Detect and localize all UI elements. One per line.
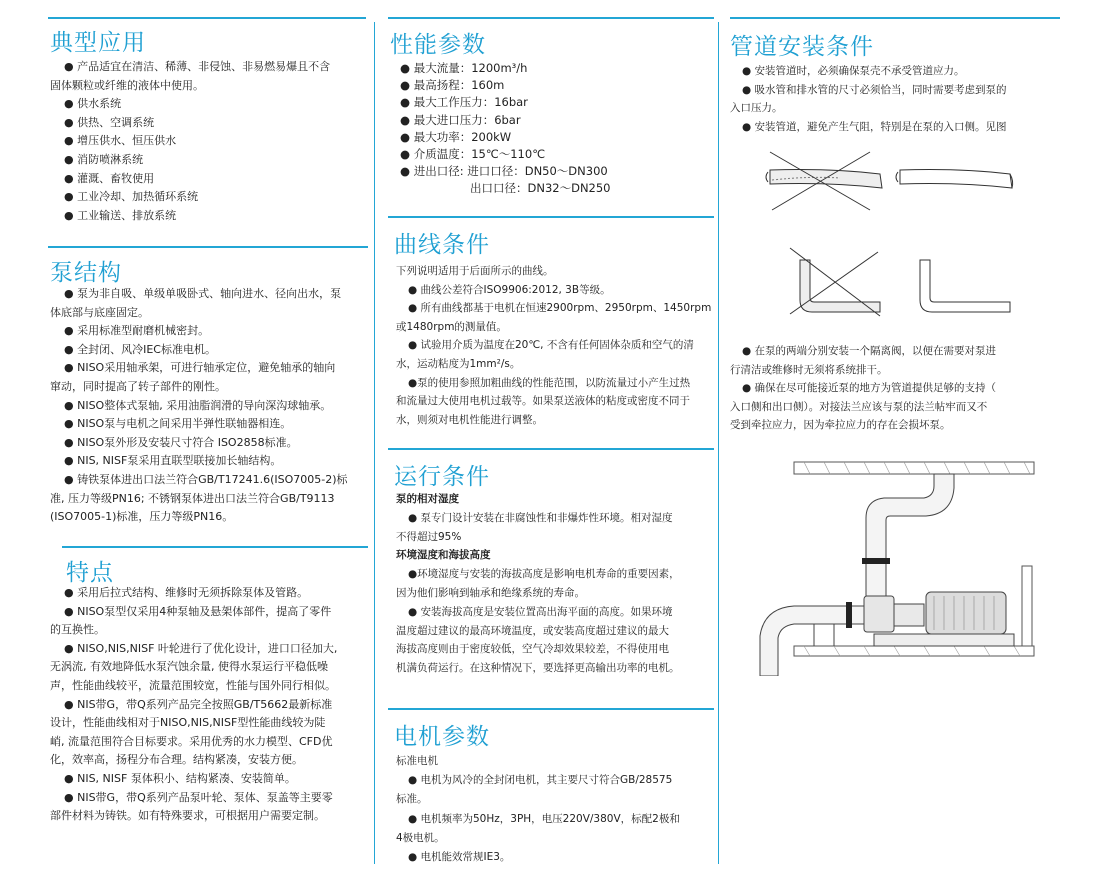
text-line: (ISO7005-1)标准，压力等级PN16。 [50,510,234,524]
divider [388,448,714,450]
section-title-features: 特点 [66,560,114,586]
text-line: ● 最大工作压力：16bar [400,95,528,110]
text-line: 固体颗粒或纤维的液体中使用。 [50,78,204,92]
text-line: ● 增压供水、恒压供水 [64,134,177,148]
text-line: ● NIS带G，带Q系列产品完全按照GB/T5662最新标准 [64,697,333,711]
text-line: ● 供热、空调系统 [64,115,155,129]
text-line: ● 最大流量：1200m³/h [400,61,528,75]
pump-casing [864,596,894,632]
subheading: 泵的相对湿度 [396,493,459,505]
text-line: 体底部与底座固定。 [50,305,149,319]
bearing-frame [894,604,924,626]
text-line: ● 最大进口压力：6bar [400,112,521,127]
text-line: 入口侧和出口侧）。对接法兰应该与泵的法兰帖牢而又不 [730,400,988,413]
curve-conditions-text [396,262,720,429]
motor-parameters-text [396,752,720,867]
isolation-valve [862,558,890,564]
column-2 [376,0,718,886]
text-line: ● 电机能效常规IE3。 [408,851,511,864]
applications-text [50,58,374,225]
text-line: ● NIS带G，带Q系列产品泵叶轮、泵体、泵盖等主要零 [64,790,333,804]
column-3 [720,0,1098,886]
text-line: 和流量过大使用电机过载等。如果泵送液体的粘度或密度不同于 [396,395,690,408]
section-title-curve-conditions: 曲线条件 [394,232,490,258]
text-line: 部件材料为铸铁。如有特殊要求，可根据用户需要定制。 [50,809,325,823]
text-line: ● 泵专门设计安装在非腐蚀性和非爆炸性环境。相对湿度 [408,511,673,524]
text-line: 4极电机。 [396,831,445,844]
ceiling-slab [794,462,1034,474]
text-line: 标准电机 [396,755,438,767]
text-line: 化，效率高，扬程分布合理。结构紧凑，安装方便。 [50,753,303,767]
text-line: ● 工业冷却、加热循环系统 [64,190,199,204]
text-line: ● 最高扬程：160m [400,78,505,93]
section-title-structure: 泵结构 [50,260,122,286]
text-line: ● 确保在尽可能接近泵的地方为管道提供足够的支持（ [742,382,996,395]
divider [730,17,1060,19]
text-line: 窜动，同时提高了转子部件的刚性。 [50,379,226,393]
text-line: 下列说明适用于后面所示的曲线。 [396,265,554,277]
wrong-straight-pipe-icon [766,152,882,210]
text-line: 标准。 [396,793,428,806]
text-line: 不得超过95% [396,530,462,543]
text-line: 无涡流, 有效地降低水泵汽蚀余量, 使得水泵运行平稳低噪 [50,660,328,674]
section-title-applications: 典型应用 [50,30,146,56]
text-line: ● 工业输送、排放系统 [64,208,177,222]
text-line: ● NISO,NIS,NISF 叶轮进行了优化设计，进口口径加大, [64,641,338,655]
wrong-elbow-pipe-icon [790,248,880,316]
text-line: ● 安装管道，避免产生气阻，特别是在泵的入口侧。见图 [742,120,1007,133]
text-line: 的互换性。 [50,623,105,637]
text-line: 准, 压力等级PN16; 不锈钢泵体进出口法兰符合GB/T9113 [50,491,335,505]
text-line: ● 产品适宜在清洁、稀薄、非侵蚀、非易燃易爆且不含 [64,60,331,73]
text-line: ● 全封闭、风冷IEC标准电机。 [64,342,216,356]
section-title-performance: 性能参数 [390,32,486,58]
column-separator [718,22,719,864]
text-line: 水，则须对电机性能进行调整。 [396,413,543,426]
text-line: 温度超过建议的最高环境温度，或安装高度超过建议的最大 [396,624,669,637]
section-title-motor-parameters: 电机参数 [394,724,490,750]
pipe-installation-text-2 [730,342,1060,435]
pump-installation-diagram [754,456,1054,676]
text-line: ●环境湿度与安装的海拔高度是影响电机寿命的重要因素， [408,568,680,581]
text-line: ● NISO泵外形及安装尺寸符合 ISO2858标准。 [64,435,298,449]
pump-base [874,634,1014,646]
text-line: 机满负荷运行。在这种情况下，要选择更高输出功率的电机。 [396,662,680,675]
text-line: ● 安装管道时，必须确保泵壳不承受管道应力。 [742,65,965,77]
text-line: ● 消防喷淋系统 [64,152,144,166]
wall [1022,566,1032,646]
text-line: ● NIS, NISF 泵体积小、结构紧凑、安装简单。 [64,771,296,785]
text-line: ● NISO整体式泵轴, 采用油脂润滑的导向深沟球轴承。 [64,398,332,412]
divider [62,546,368,548]
text-line: ● 吸水管和排水管的尺寸必须恰当，同时需要考虑到泵的 [742,83,1007,96]
text-line: ● 灌溉、畜牧使用 [64,171,155,185]
pipe-installation-text-1 [730,62,1060,136]
text-line: ● 所有曲线都基于电机在恒速2900rpm、2950rpm、1450rpm [408,302,712,315]
text-line: 设计，性能曲线相对于NISO,NIS,NISF型性能曲线较为陡 [50,716,326,730]
text-line: 受到牵拉应力，因为牵拉应力的存在会损坏泵。 [730,419,951,432]
text-line: ● NISO泵型仅采用4种泵轴及悬架体部件，提高了零件 [64,604,332,618]
text-line: 因为他们影响到轴承和绝缘系统的寿命。 [396,586,585,599]
divider [388,216,714,218]
text-line: 或1480rpm的测量值。 [396,320,507,333]
text-line: ● NIS, NISF泵采用直联型联接加长轴结构。 [64,454,282,468]
features-text [50,584,374,826]
text-line: 行清洁或维修时无须将系统排干。 [730,363,888,376]
text-line: ● 在泵的两端分别安装一个隔离阀，以便在需要对泵进 [742,345,996,357]
text-line: ● 采用后拉式结构、维修时无须拆除泵体及管路。 [64,586,309,599]
text-line: ● NISO泵与电机之间采用半弹性联轴器相连。 [64,417,292,431]
text-line: ● 泵为非自吸、单级单吸卧式、轴向进水、径向出水，泵 [64,287,342,300]
text-line: ● 介质温度：15℃～110℃ [400,147,546,162]
text-line: 入口压力。 [730,102,783,115]
text-line: ●泵的使用参照加粗曲线的性能范围，以防流量过小产生过热 [408,376,691,389]
divider [388,17,714,19]
divider [388,708,714,710]
text-line: ● 安装海拔高度是安装位置高出海平面的高度。如果环境 [408,605,673,618]
text-line: ● 试验用介质为温度在20℃, 不含有任何固体杂质和空气的清 [408,339,694,352]
text-line: ● 铸铁泵体进出口法兰符合GB/T17241.6(ISO7005-2)标 [64,472,348,486]
pipe-airlock-diagram [760,140,1020,320]
text-line: ● NISO采用轴承架，可进行轴承定位，避免轴承的轴向 [64,361,336,375]
text-line: 峭, 流量范围符合目标要求。采用优秀的水力模型、CFD优 [50,734,333,748]
text-line: ● 曲线公差符合ISO9906:2012, 3B等级。 [408,283,611,296]
performance-text [400,60,716,198]
operating-conditions-text [396,490,720,678]
section-title-pipe-installation: 管道安装条件 [730,34,874,60]
text-line: ● 最大功率：200kW [400,129,512,144]
divider [48,17,366,19]
floor-slab [794,646,1034,656]
text-line: ● 电机频率为50Hz，3PH，电压220V/380V，标配2极和 [408,812,680,825]
column-separator [374,22,375,864]
correct-elbow-pipe-icon [920,260,1010,312]
text-line: ● 采用标准型耐磨机械密封。 [64,324,210,338]
subheading: 环境湿度和海拔高度 [396,549,491,562]
structure-text [50,285,374,527]
text-line: 水，运动粘度为1mm²/s。 [396,357,521,370]
discharge-pipe [866,474,954,596]
text-line: 海拔高度则由于密度较低，空气冷却效果较差，不得使用电 [396,643,669,656]
text-line: 出口口径：DN32～DN250 [470,181,611,196]
column-1 [0,0,370,886]
correct-straight-pipe-icon [896,170,1013,189]
suction-valve [846,602,852,628]
text-line: 声，性能曲线较平，流量范围较宽，性能与国外同行相似。 [50,678,336,692]
text-line: ● 供水系统 [64,97,122,111]
text-line: ● 电机为风冷的全封闭电机，其主要尺寸符合GB/28575 [408,774,673,787]
divider [48,246,368,248]
section-title-operating-conditions: 运行条件 [394,464,490,490]
text-line: ● 进出口径: 进口口径：DN50～DN300 [400,164,608,179]
